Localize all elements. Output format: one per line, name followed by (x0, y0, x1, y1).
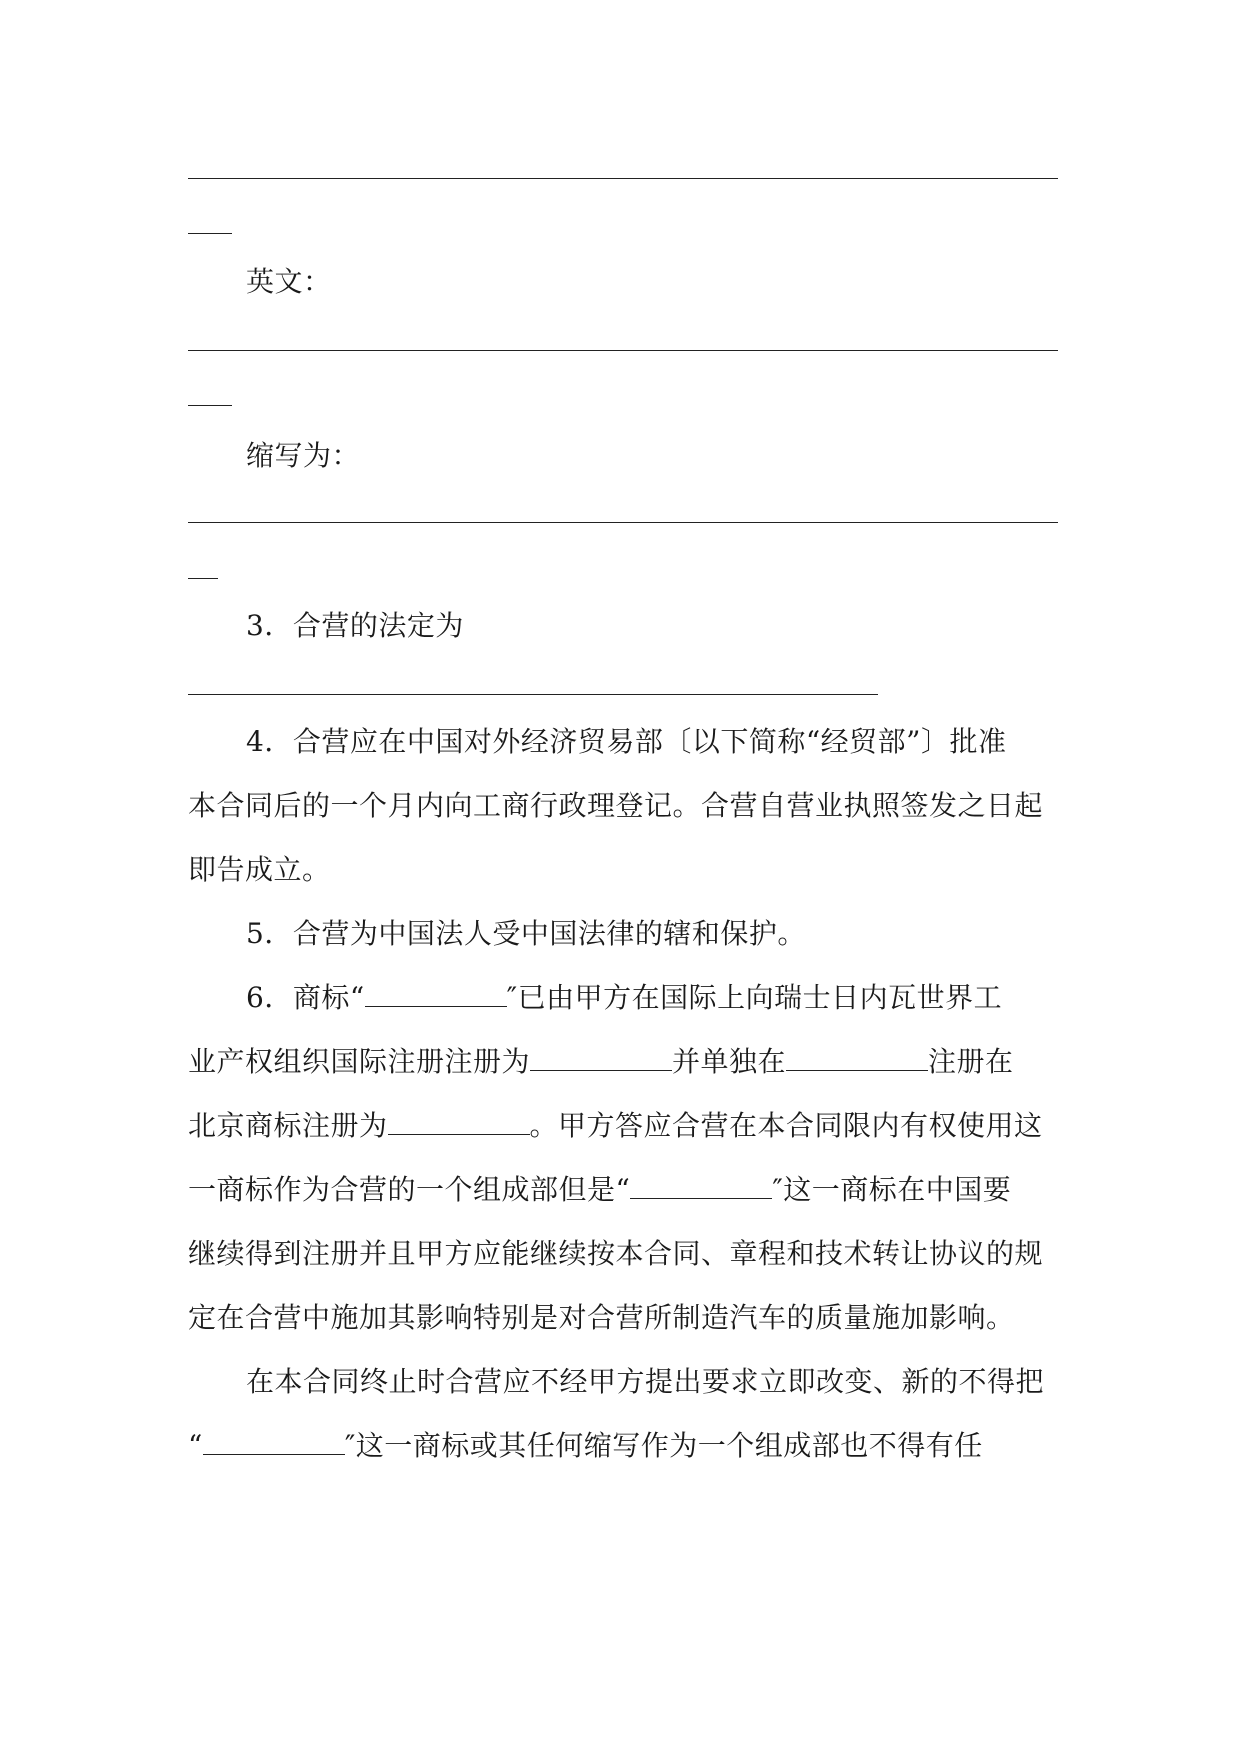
abbreviation-label: 缩写为： (246, 439, 361, 472)
beijing-registration-blank (388, 1108, 530, 1135)
text-segment: 并单独在 (672, 1045, 787, 1078)
abbreviation-blank (188, 522, 1058, 523)
text-segment: 6．商标“ (246, 981, 365, 1014)
english-name-blank-end (188, 405, 232, 406)
clause-6-line-4 (188, 1170, 1058, 1210)
clause-6-line-3 (188, 1106, 1058, 1146)
english-name-blank (188, 350, 1058, 351)
trademark-blank (630, 1172, 772, 1199)
clause-7-line-1: 在本合同终止时合营应不经甲方提出要求立即改变、新的不得把 (246, 1365, 1045, 1398)
clause-4-line-2: 本合同后的一个月内向工商行政理登记。合营自营业执照签发之日起 (188, 789, 1044, 822)
clause-5: 5．合营为中国法人受中国法律的辖和保护。 (246, 917, 806, 950)
trademark-blank (203, 1428, 345, 1455)
clause-4-line-3: 即告成立。 (188, 853, 331, 886)
text-segment: ″这一商标或其任何缩写作为一个组成部也不得有任 (344, 1429, 983, 1462)
text-segment: 。甲方答应合营在本合同限内有权使用这 (529, 1109, 1043, 1142)
clause-6-line-2 (188, 1042, 1058, 1082)
english-name-label: 英文： (246, 265, 332, 298)
text-segment: ″已由甲方在国际上向瑞士日内瓦世界工 (506, 981, 1003, 1014)
location-blank (786, 1044, 928, 1071)
clause-3: 3．合营的法定为 (246, 609, 464, 642)
registration-blank (530, 1044, 672, 1071)
text-segment: 北京商标注册为 (188, 1109, 388, 1142)
clause-6-line-5: 继续得到注册并且甲方应能继续按本合同、章程和技术转让协议的规 (188, 1237, 1044, 1270)
text-segment: “ (188, 1429, 203, 1462)
clause-6-line-1 (246, 978, 1058, 1018)
text-segment: ″这一商标在中国要 (772, 1173, 1012, 1206)
text-segment: 一商标作为合营的一个组成部但是“ (188, 1173, 631, 1206)
clause-3-blank (188, 694, 878, 695)
abbreviation-blank-end (188, 578, 218, 579)
blank-line (188, 178, 1058, 179)
clause-6-line-6: 定在合营中施加其影响特别是对合营所制造汽车的质量施加影响。 (188, 1301, 1015, 1334)
blank-line-end (188, 233, 232, 234)
text-segment: 注册在 (928, 1045, 1014, 1078)
clause-7-line-2 (188, 1426, 1058, 1466)
trademark-blank (365, 980, 507, 1007)
text-segment: 业产权组织国际注册注册为 (188, 1045, 531, 1078)
clause-4-line-1: 4．合营应在中国对外经济贸易部〔以下简称“经贸部”〕批准 (246, 725, 1007, 758)
